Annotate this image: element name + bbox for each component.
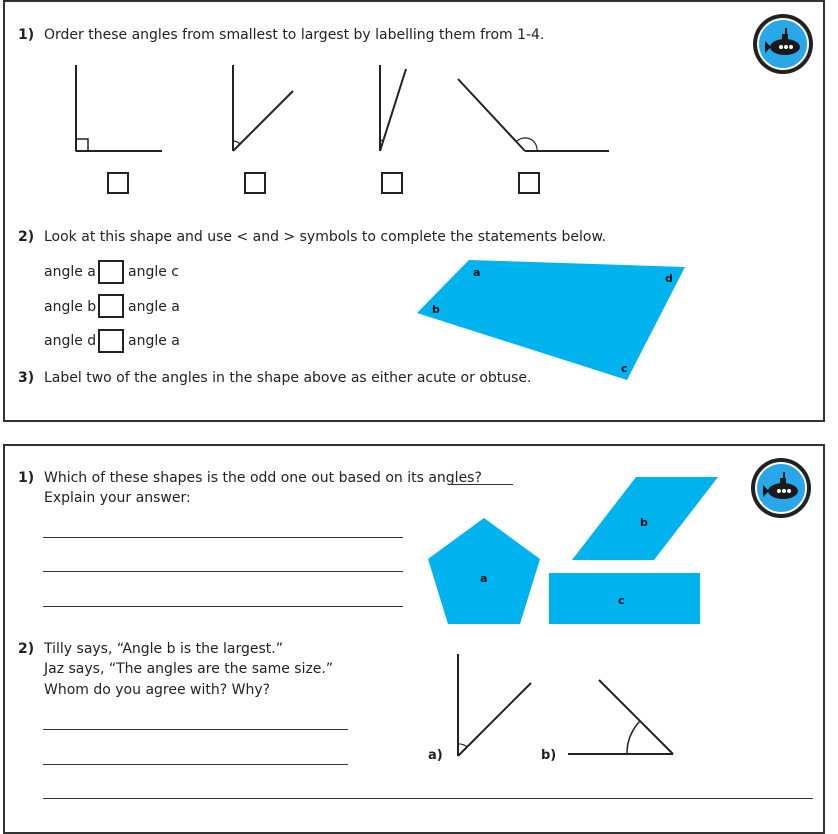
angle-label-a: a) xyxy=(428,748,443,763)
angle-diagram-b xyxy=(565,676,685,766)
statement-left: angle a xyxy=(44,264,96,280)
statement-right: angle c xyxy=(128,264,179,280)
statement-right: angle a xyxy=(128,299,180,315)
answer-box-3[interactable] xyxy=(381,172,403,194)
shape-label-b: b xyxy=(640,516,648,529)
question-number: 2) xyxy=(18,229,35,245)
shape-label-c: c xyxy=(618,594,625,607)
statement-left: angle b xyxy=(44,299,97,315)
angle-diagram-3 xyxy=(377,62,427,162)
shape-label-a: a xyxy=(473,266,481,279)
question-text: Look at this shape and use < and > symbols to complete the statements below. xyxy=(44,229,607,245)
odd-one-out-shapes xyxy=(425,474,725,634)
answer-box-4[interactable] xyxy=(518,172,540,194)
shape-label-d: d xyxy=(665,272,673,285)
shape-label-c: c xyxy=(621,362,628,375)
question-number: 1) xyxy=(18,470,35,486)
question-text: Whom do you agree with? Why? xyxy=(44,682,271,698)
symbol-box-1[interactable] xyxy=(98,260,124,284)
answer-line[interactable] xyxy=(43,606,403,607)
worksheet-panel-2 xyxy=(3,444,825,834)
statement-left: angle d xyxy=(44,333,97,349)
submarine-icon xyxy=(751,458,811,518)
answer-box-1[interactable] xyxy=(107,172,129,194)
worksheet-panel-1 xyxy=(3,0,825,422)
question-text: Jaz says, “The angles are the same size.” xyxy=(44,661,334,677)
pentagon-shape xyxy=(428,518,540,624)
angle-diagram-2 xyxy=(230,62,310,162)
submarine-icon xyxy=(753,14,813,74)
shape-label-a: a xyxy=(480,572,488,585)
angle-label-b: b) xyxy=(541,748,557,763)
symbol-box-3[interactable] xyxy=(98,329,124,353)
angle-diagram-4 xyxy=(455,62,625,162)
question-text: Order these angles from smallest to largest by labelling them from 1-4. xyxy=(44,27,545,43)
answer-line[interactable] xyxy=(43,537,403,538)
answer-line[interactable] xyxy=(43,571,403,572)
explain-prompt: Explain your answer: xyxy=(44,490,191,506)
shape-label-b: b xyxy=(432,303,440,316)
statement-right: angle a xyxy=(128,333,180,349)
angle-diagram-a xyxy=(455,651,545,761)
answer-line[interactable] xyxy=(43,798,813,799)
answer-line[interactable] xyxy=(43,764,348,765)
answer-box-2[interactable] xyxy=(244,172,266,194)
symbol-box-2[interactable] xyxy=(98,294,124,318)
question-text: Label two of the angles in the shape above as either acute or obtuse. xyxy=(44,370,532,386)
question-number: 3) xyxy=(18,370,35,386)
question-number: 2) xyxy=(18,641,35,657)
question-text: Tilly says, “Angle b is the largest.” xyxy=(44,641,283,657)
question-text: Which of these shapes is the odd one out based on its angles? xyxy=(44,470,482,486)
angle-diagram-1 xyxy=(73,62,173,162)
answer-line[interactable] xyxy=(43,729,348,730)
question-number: 1) xyxy=(18,27,35,43)
